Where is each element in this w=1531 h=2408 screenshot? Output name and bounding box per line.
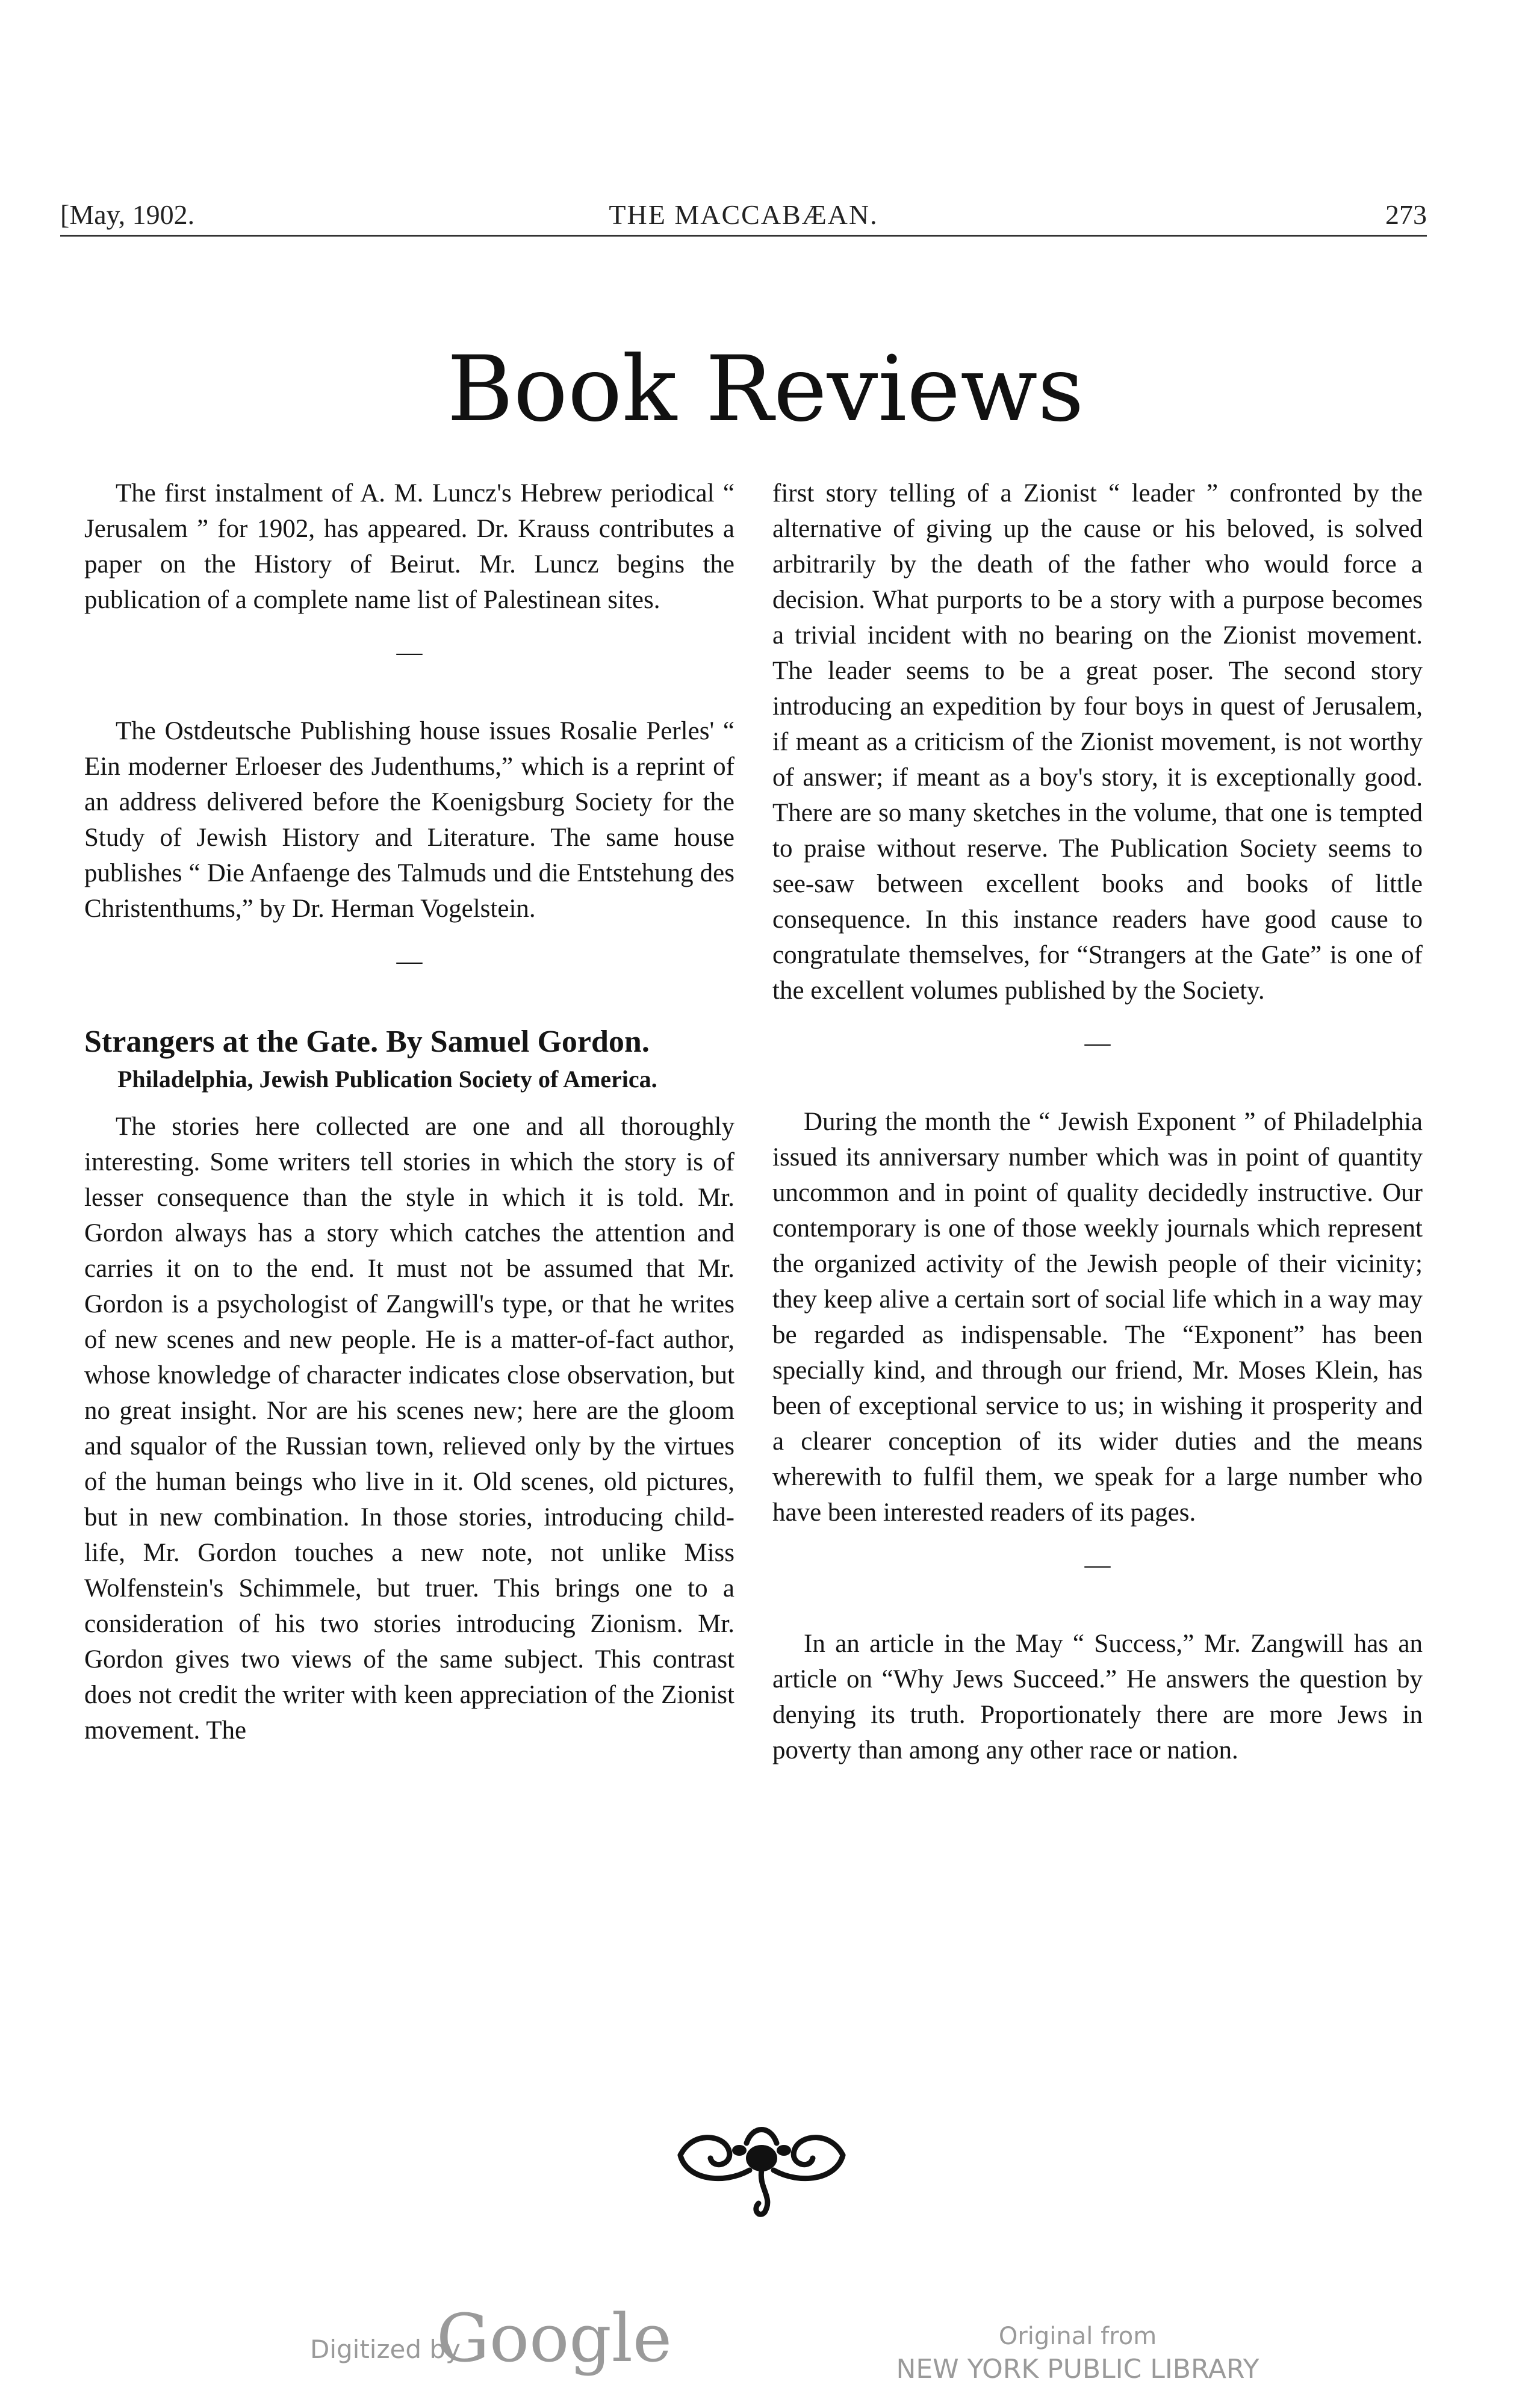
google-logo: Google bbox=[436, 2300, 672, 2377]
library-name: NEW YORK PUBLIC LIBRARY bbox=[896, 2354, 1259, 2385]
paragraph-ostdeutsche: The Ostdeutsche Publishing house issues Rosalie Perles' “ Ein moderner Erloeser des Judenthums,” which is a reprint of an address delivered before the Koenigsburg Society for the Study of Jewish History and Literature. The same house publishes “ Die Anfaenge des Talmuds und die Entstehung des Christenthums,” by Dr. Herman Vogelstein. bbox=[84, 717, 734, 923]
section-divider: — bbox=[396, 947, 423, 975]
paragraph-jewish-exponent: During the month the “ Jewish Exponent ” of Philadelphia issued its anniversary number which was in point of quantity uncommon and in point of quality decidedly instructive. Our contemporary is one of those weekly journals which represent the organized activity of the Jewish people of their vicinity; they keep alive a certain sort of social life which in a way may be regarded as indispensable. The “Exponent” has been specially kind, and through our friend, Mr. Moses Klein, has been of exceptional service to us; in wishing it prosperity and a clearer conception of its wider duties and the means wherewith to fulfil them, we speak for a large number who have been interested readers of its pages. bbox=[772, 1108, 1423, 1527]
right-column bbox=[772, 476, 1423, 1768]
scroll-ornament-icon bbox=[668, 2113, 855, 2221]
header-rule bbox=[60, 235, 1427, 237]
library-attribution bbox=[885, 2321, 1270, 2387]
section-divider: — bbox=[1084, 1029, 1111, 1057]
digitized-by-label: Digitized by bbox=[310, 2335, 461, 2364]
issue-date: [May, 1902. bbox=[60, 199, 195, 230]
paragraph-review-continued: first story telling of a Zionist “ leader ” confronted by the alternative of giving up the cause or his beloved, is solved arbitrarily by the death of the father who would force a decision. What purports to be a story with a purpose becomes a trivial incident with no bearing on the Zionist movement. The leader seems to be a great poser. The second story introducing an expedition by four boys in quest of Jerusalem, if meant as a criticism of the Zionist movement, is not worthy of answer; if meant as a boy's story, it is exceptionally good. There are so many sketches in the volume, that one is tempted to praise without reserve. The Publication Society seems to see-saw between excellent books and books of little consequence. In this instance readers have good cause to congratulate themselves, for “Strangers at the Gate” is one of the excellent volumes published by the Society. bbox=[772, 479, 1423, 1005]
review-title: Strangers at the Gate. By Samuel Gordon. bbox=[84, 1025, 650, 1059]
running-header bbox=[60, 193, 1427, 241]
review-heading bbox=[84, 1022, 734, 1097]
journal-name: THE MACCABÆAN. bbox=[609, 199, 878, 230]
section-divider: — bbox=[1084, 1551, 1111, 1579]
paragraph-zangwill: In an article in the May “ Success,” Mr. Zangwill has an article on “Why Jews Succeed.” He answers the question by denying its truth. Proportionately there are more Jews in poverty than among any other race or nation. bbox=[772, 1630, 1423, 1764]
original-from-label: Original from bbox=[998, 2323, 1157, 2350]
page-number: 273 bbox=[1385, 199, 1427, 230]
paragraph-luncz: The first instalment of A. M. Luncz's Hebrew periodical “ Jerusalem ” for 1902, has appeared. Dr. Krauss contributes a paper on the History of Beirut. Mr. Luncz begins the publication of a complete name list of Palestinean sites. bbox=[84, 479, 734, 614]
page-title: Book Reviews bbox=[447, 337, 1084, 442]
review-publisher: Philadelphia, Jewish Publication Society of America. bbox=[117, 1066, 657, 1093]
paragraph-review-body: The stories here collected are one and all thoroughly interesting. Some writers tell stories in which the story is of lesser consequence than the style in which it is told. Mr. Gordon always has a story which catches the attention and carries it on to the end. It must not be assumed that Mr. Gordon is a psychologist of Zangwill's type, or that he writes of new scenes and new people. He is a matter-of-fact author, whose knowledge of character indicates close observation, but no great insight. Nor are his scenes new; here are the gloom and squalor of the Russian town, relieved only by the virtues of the human beings who live in it. Old scenes, old pictures, but in new combination. In those stories, introducing child-life, Mr. Gordon touches a new note, not unlike Miss Wolfenstein's Schimmele, but truer. This brings one to a consideration of his two stories introducing Zionism. Mr. Gordon gives two views of the same subject. This contrast does not credit the writer with keen appreciation of the Zionist movement. The bbox=[84, 1112, 734, 1745]
section-divider: — bbox=[396, 638, 423, 666]
left-column bbox=[84, 476, 734, 1748]
